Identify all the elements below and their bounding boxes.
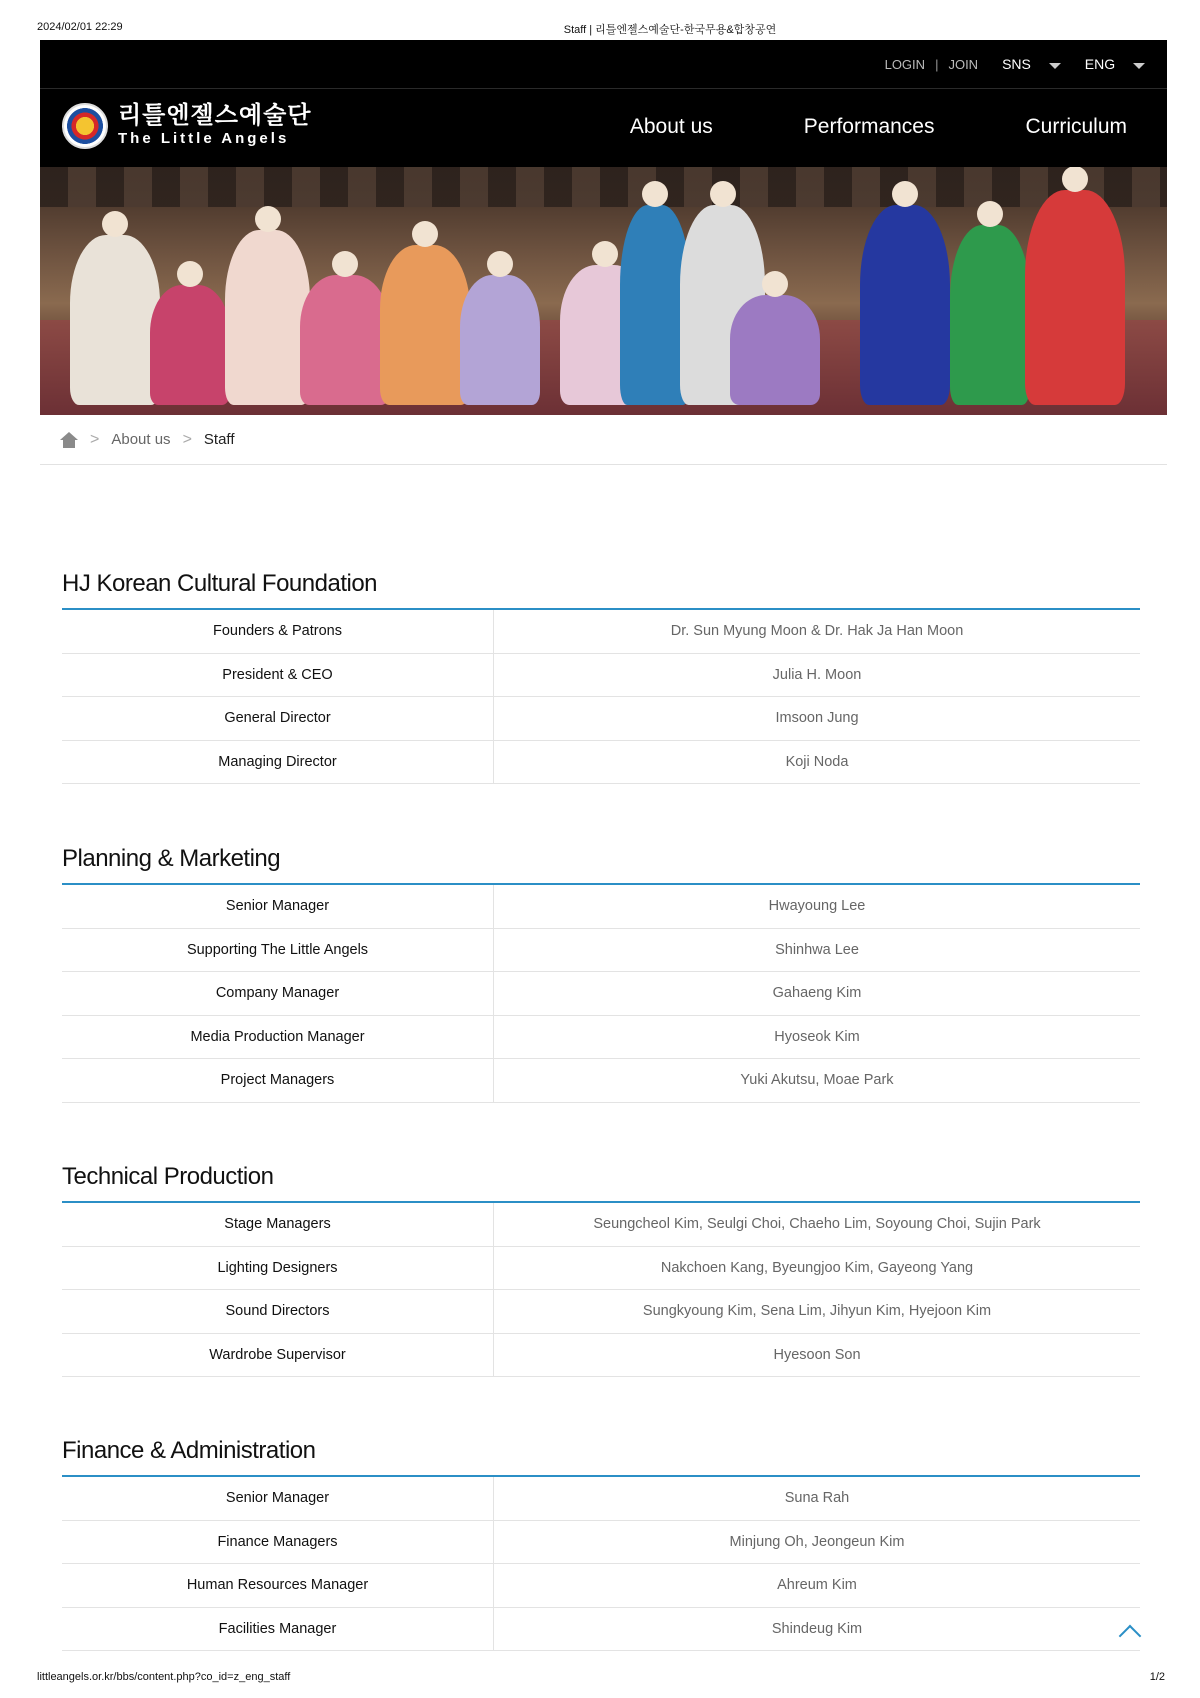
name-cell: Hyesoon Son — [773, 1346, 861, 1363]
table-row — [62, 1521, 1140, 1565]
name-cell: Gahaeng Kim — [772, 985, 862, 1002]
role-cell: Senior Manager — [62, 885, 494, 928]
staff-section — [62, 845, 1140, 1103]
table-row — [62, 1334, 1140, 1378]
table-row — [62, 885, 1140, 929]
hero-banner-image — [40, 167, 1167, 415]
nav-performances[interactable]: Performances — [803, 115, 935, 138]
scroll-to-top-icon[interactable] — [1118, 1620, 1142, 1644]
site-logo[interactable] — [62, 103, 311, 149]
print-url: littleangels.or.kr/bbs/content.php?co_id=z_eng_staff — [37, 1671, 291, 1683]
nav-about-us[interactable]: About us — [629, 115, 713, 138]
table-row — [62, 929, 1140, 973]
print-page-title: Staff | 리틀엔젤스예술단-한국무용&합창공연 — [563, 24, 777, 36]
table-row — [62, 610, 1140, 654]
role-cell: Founders & Patrons — [62, 610, 494, 653]
role-cell: Supporting The Little Angels — [62, 929, 494, 972]
name-cell: Imsoon Jung — [775, 710, 859, 727]
breadcrumb-parent[interactable]: About us — [111, 431, 171, 448]
logo-korean-text: 리틀엔젤스예술단 — [118, 102, 312, 129]
table-row — [62, 741, 1140, 785]
name-cell: Shinhwa Lee — [775, 941, 859, 958]
section-title: Planning & Marketing — [62, 845, 281, 872]
name-cell: Seungcheol Kim, Seulgi Choi, Chaeho Lim, Soyoung Choi, Sujin Park — [593, 1216, 1041, 1233]
role-cell: Facilities Manager — [62, 1608, 494, 1651]
breadcrumb-current: Staff — [203, 431, 235, 448]
staff-section — [62, 1437, 1140, 1651]
role-cell: Finance Managers — [62, 1521, 494, 1564]
role-cell: General Director — [62, 697, 494, 740]
utility-bar — [40, 40, 1167, 89]
print-page-number: 1/2 — [1149, 1671, 1165, 1683]
name-cell: Yuki Akutsu, Moae Park — [740, 1072, 894, 1089]
role-cell: Company Manager — [62, 972, 494, 1015]
name-cell: Hyoseok Kim — [774, 1028, 860, 1045]
language-label: ENG — [1084, 56, 1116, 72]
staff-table — [62, 608, 1140, 784]
name-cell: Dr. Sun Myung Moon & Dr. Hak Ja Han Moon — [670, 623, 964, 640]
staff-table — [62, 1475, 1140, 1651]
role-cell: Stage Managers — [62, 1203, 494, 1246]
staff-section — [62, 570, 1140, 784]
table-row — [62, 1203, 1140, 1247]
name-cell: Minjung Oh, Jeongeun Kim — [729, 1533, 905, 1550]
breadcrumb — [40, 415, 1167, 465]
role-cell: President & CEO — [62, 654, 494, 697]
chevron-right-icon: > — [182, 430, 192, 448]
nav-curriculum[interactable]: Curriculum — [1025, 115, 1127, 138]
home-icon[interactable] — [60, 432, 78, 448]
table-row — [62, 1477, 1140, 1521]
role-cell: Managing Director — [62, 741, 494, 784]
name-cell: Sungkyoung Kim, Sena Lim, Jihyun Kim, Hyejoon Kim — [642, 1303, 992, 1320]
role-cell: Senior Manager — [62, 1477, 494, 1520]
login-link[interactable]: LOGIN — [884, 56, 926, 72]
caret-down-icon — [1049, 63, 1061, 69]
caret-down-icon — [1133, 63, 1145, 69]
sns-dropdown[interactable] — [1002, 56, 1061, 72]
main-menu — [539, 115, 1127, 139]
join-link[interactable]: JOIN — [948, 56, 979, 72]
main-navbar — [40, 89, 1167, 167]
table-row — [62, 972, 1140, 1016]
role-cell: Media Production Manager — [62, 1016, 494, 1059]
role-cell: Wardrobe Supervisor — [62, 1334, 494, 1377]
section-title: HJ Korean Cultural Foundation — [62, 570, 378, 597]
section-title: Finance & Administration — [62, 1437, 316, 1464]
role-cell: Sound Directors — [62, 1290, 494, 1333]
name-cell: Nakchoen Kang, Byeungjoo Kim, Gayeong Yang — [660, 1259, 974, 1276]
table-row — [62, 1247, 1140, 1291]
print-footer — [0, 1668, 1200, 1692]
table-row — [62, 1564, 1140, 1608]
role-cell: Project Managers — [62, 1059, 494, 1102]
table-row — [62, 1608, 1140, 1652]
table-row — [62, 1059, 1140, 1103]
section-title: Technical Production — [62, 1163, 274, 1190]
language-dropdown[interactable] — [1085, 56, 1145, 72]
emblem-icon — [62, 103, 108, 149]
name-cell: Shindeug Kim — [771, 1620, 863, 1637]
table-row — [62, 654, 1140, 698]
name-cell: Hwayoung Lee — [768, 898, 866, 915]
chevron-right-icon: > — [90, 430, 100, 448]
staff-table — [62, 883, 1140, 1103]
table-row — [62, 697, 1140, 741]
logo-english-text: The Little Angels — [118, 130, 290, 147]
table-row — [62, 1016, 1140, 1060]
name-cell: Julia H. Moon — [772, 666, 862, 683]
print-header — [0, 0, 1200, 36]
site-container — [40, 40, 1167, 465]
role-cell: Human Resources Manager — [62, 1564, 494, 1607]
sns-label: SNS — [1002, 56, 1031, 72]
role-cell: Lighting Designers — [62, 1247, 494, 1290]
table-row — [62, 1290, 1140, 1334]
print-datetime: 2024/02/01 22:29 — [37, 21, 123, 33]
link-separator: | — [935, 56, 939, 72]
staff-table — [62, 1201, 1140, 1377]
name-cell: Suna Rah — [784, 1490, 850, 1507]
staff-section — [62, 1163, 1140, 1377]
name-cell: Koji Noda — [785, 753, 849, 770]
name-cell: Ahreum Kim — [777, 1577, 857, 1594]
